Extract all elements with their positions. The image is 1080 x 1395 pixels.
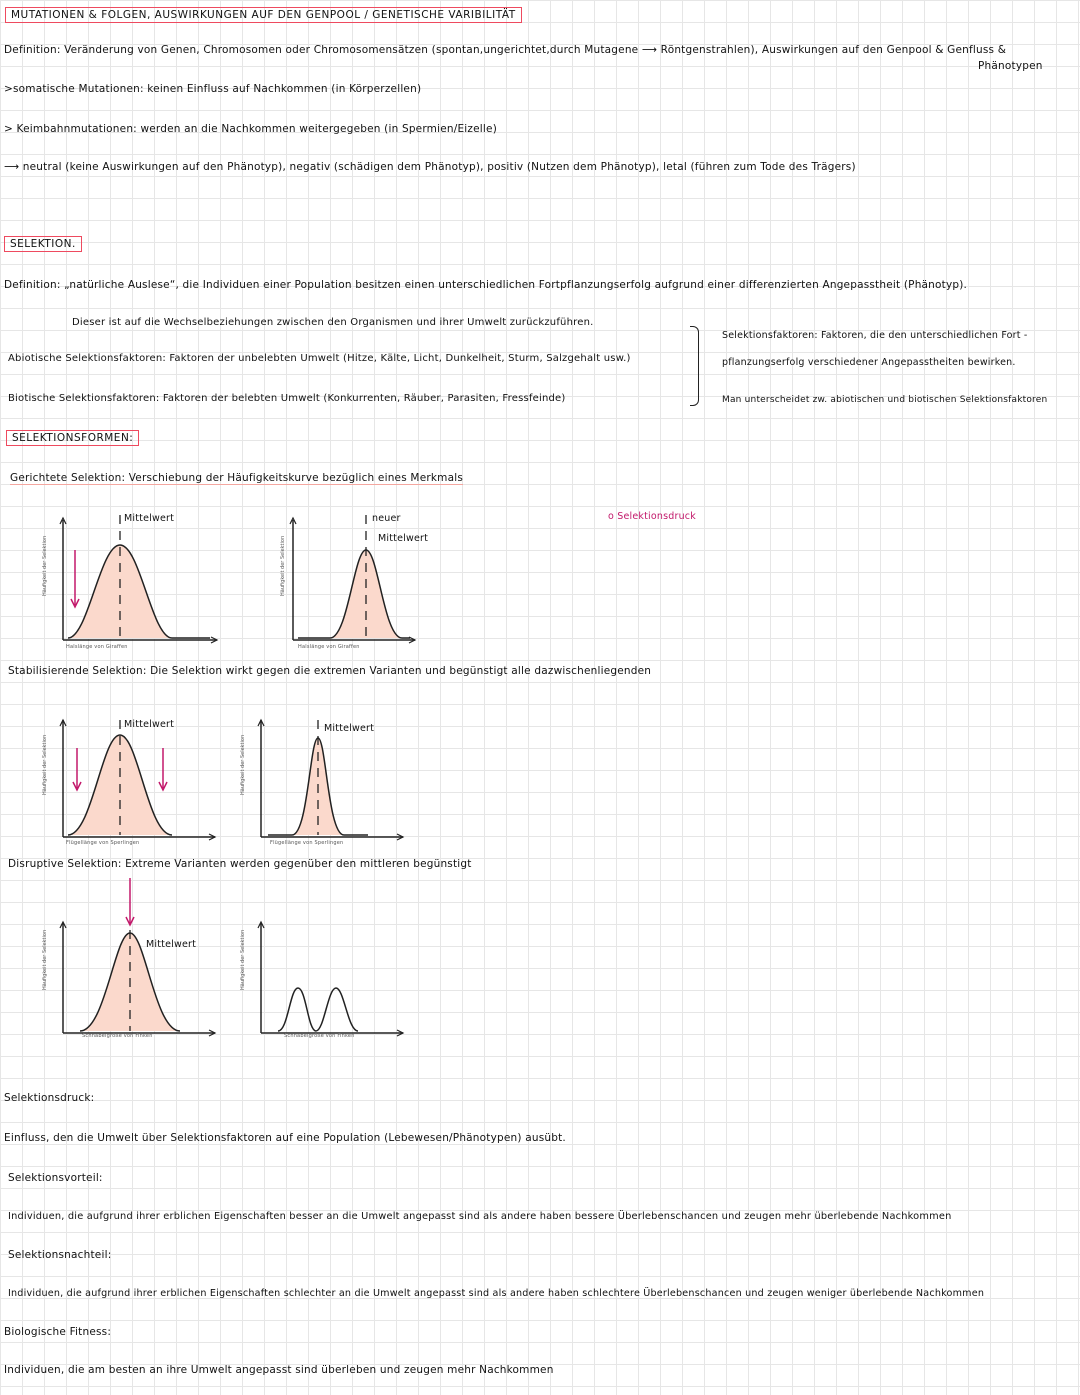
x-axis-label: Flügellänge von Sperlingen	[66, 840, 140, 846]
mean-label: Mittelwert	[124, 513, 175, 524]
mean-label: Mittelwert	[146, 939, 197, 950]
y-axis-label: Häufigkeit der Selektion	[280, 535, 286, 596]
fitness-text: Individuen, die am besten an ihre Umwelt angepasst sind überleben und zeugen mehr Nachkommen	[4, 1364, 554, 1376]
stabilizing-selection: Stabilisierende Selektion: Die Selektion wirkt gegen die extremen Varianten und begünstigt alle dazwischenliegenden	[8, 665, 652, 677]
curve-fill	[68, 545, 172, 638]
mean-label: Mittelwert	[378, 533, 429, 544]
mutation-definition-end: Phänotypen	[978, 60, 1043, 72]
selection-heading: SELEKTION.	[4, 236, 82, 252]
fitness-heading: Biologische Fitness:	[4, 1326, 112, 1338]
directional-chart-before	[60, 515, 220, 645]
x-axis-label: Flügellänge von Sperlingen	[270, 840, 344, 846]
side-note-3: Man unterscheidet zw. abiotischen und biotischen Selektionsfaktoren	[722, 395, 1048, 405]
y-axis-label: Häufigkeit der Selektion	[42, 734, 48, 795]
mutation-title: MUTATIONEN & FOLGEN, AUSWIRKUNGEN AUF DEN GENPOOL / GENETISCHE VARIBILITÄT	[5, 7, 522, 23]
side-note-2: pflanzungserfolg verschiedener Angepasstheiten bewirken.	[722, 357, 1016, 368]
pressure-legend: o Selektionsdruck	[608, 511, 696, 522]
biotic-factors: Biotische Selektionsfaktoren: Faktoren der belebten Umwelt (Konkurrenten, Räuber, Parasiten, Fressfeinde)	[8, 393, 566, 404]
mean-label: Mittelwert	[324, 723, 375, 734]
germline-mutations: > Keimbahnmutationen: werden an die Nachkommen weitergegeben (in Spermien/Eizelle)	[4, 123, 497, 135]
x-axis-label: Schnabelgröße von Finken	[284, 1033, 355, 1039]
stabilizing-chart-after	[258, 720, 408, 840]
new-label: neuer	[372, 513, 401, 524]
pressure-text: Einfluss, den die Umwelt über Selektionsfaktoren auf eine Population (Lebewesen/Phänotypen) ausübt.	[4, 1132, 566, 1144]
disadvantage-heading: Selektionsnachteil:	[8, 1249, 112, 1261]
selection-definition: Definition: „natürliche Auslese“, die Individuen einer Population besitzen einen unterschiedlichen Fortpflanzungserfolg aufgrund einer differenzierten Angepasstheit (Phänotyp).	[4, 279, 968, 291]
mean-label: Mittelwert	[124, 719, 175, 730]
mutation-effects: ⟶ neutral (keine Auswirkungen auf den Phänotyp), negativ (schädigen dem Phänotyp), positiv (Nutzen dem Phänotyp), letal (führen zum Tode des Trägers)	[4, 161, 856, 173]
stabilizing-chart-before	[60, 720, 220, 840]
disruptive-chart-before	[60, 918, 220, 1038]
pressure-heading: Selektionsdruck:	[4, 1092, 95, 1104]
disruptive-chart-after	[258, 918, 408, 1038]
advantage-heading: Selektionsvorteil:	[8, 1172, 103, 1184]
disruptive-selection: Disruptive Selektion: Extreme Varianten werden gegenüber den mittleren begünstigt	[8, 858, 472, 870]
y-axis-label: Häufigkeit der Selektion	[42, 929, 48, 990]
y-axis-label: Häufigkeit der Selektion	[240, 734, 246, 795]
x-axis-label: Halslänge von Giraffen	[66, 644, 128, 650]
mutation-definition: Definition: Veränderung von Genen, Chromosomen oder Chromosomensätzen (spontan,ungerichtet,durch Mutagene ⟶ Röntgenstrahlen), Auswirkungen auf den Genpool & Genfluss &	[4, 44, 1007, 56]
x-axis-label: Halslänge von Giraffen	[298, 644, 360, 650]
brace	[690, 326, 699, 406]
forms-heading: SELEKTIONSFORMEN:	[6, 430, 139, 446]
selection-interaction: Dieser ist auf die Wechselbeziehungen zwischen den Organismen und ihrer Umwelt zurückzuführen.	[72, 317, 594, 328]
directional-selection: Gerichtete Selektion: Verschiebung der Häufigkeitskurve bezüglich eines Merkmals	[10, 472, 463, 484]
y-axis-label: Häufigkeit der Selektion	[42, 535, 48, 596]
advantage-text: Individuen, die aufgrund ihrer erblichen Eigenschaften besser an die Umwelt angepasst sind als andere haben bessere Überlebenschancen und zeugen mehr überlebende Nachkommen	[8, 1211, 952, 1222]
bimodal-curve	[278, 988, 358, 1031]
abiotic-factors: Abiotische Selektionsfaktoren: Faktoren der unbelebten Umwelt (Hitze, Kälte, Licht, Dunkelheit, Sturm, Salzgehalt usw.)	[8, 353, 631, 364]
side-note-1: Selektionsfaktoren: Faktoren, die den unterschiedlichen Fort -	[722, 330, 1028, 341]
y-axis-label: Häufigkeit der Selektion	[240, 929, 246, 990]
x-axis-label: Schnabelgröße von Finken	[82, 1033, 153, 1039]
somatic-mutations: >somatische Mutationen: keinen Einfluss auf Nachkommen (in Körperzellen)	[4, 83, 422, 95]
disadvantage-text: Individuen, die aufgrund ihrer erblichen Eigenschaften schlechter an die Umwelt angepasst sind als andere haben schlechtere Überlebenschancen und zeugen weniger überlebende Nachkommen	[8, 1288, 985, 1299]
